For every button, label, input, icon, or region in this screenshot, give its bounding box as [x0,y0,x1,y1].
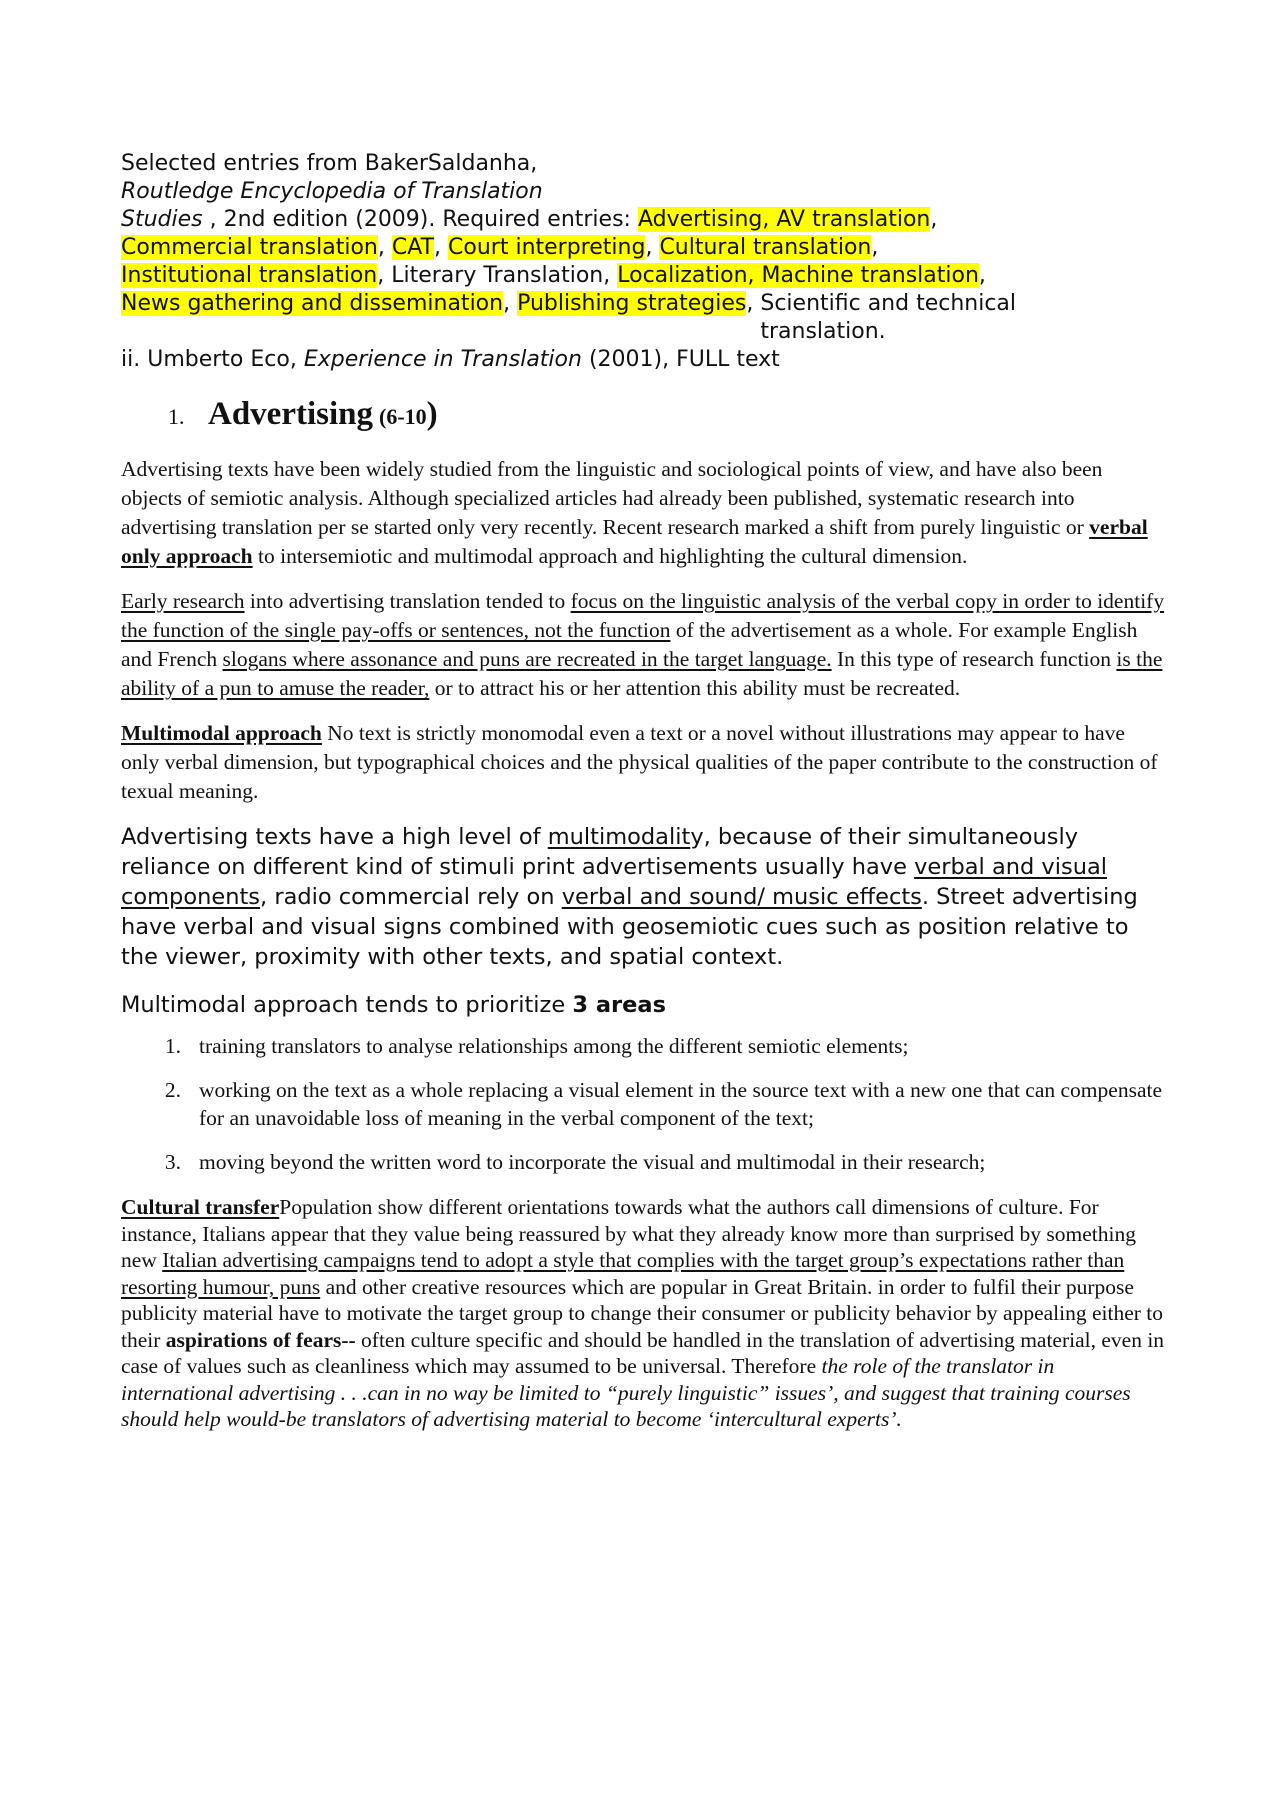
paragraph-multimodality [121,822,1166,972]
paragraph-multimodal [121,719,1166,806]
p2-text-f: In this type of research function [831,647,1117,671]
p2-focus-linguistic: focus on the linguistic analysis of the verbal copy in order to identify the function of the single pay-offs or sentences, not the function [121,589,1165,642]
section-paren: ) [426,396,438,432]
p4-verbal-visual: verbal and visual components [121,854,1108,910]
p2-slogans: slogans where assonance and puns are recreated in the target language. [222,647,832,671]
list-item-number: 2. [164,1078,181,1102]
p2-early-research: Early research [121,589,245,613]
p6-text-f: often culture specific and should be handled in the translation of advertising material, even in case of values such as cleanliness which may assumed to be universal. Therefore [121,1327,1165,1378]
p6-text-b: Population show different orientations towards what the authors call dimensions of culture. For instance, Italians appear that they value being reassured by what they already know more than surprised by something new [121,1195,1136,1272]
book-title-line: Routledge Encyclopedia of Translation [121,179,543,204]
p4-text-c: y, because of their simultaneously reliance on different kind of stimuli print advertisements usually have [121,824,1079,880]
paragraph-overview [121,455,1166,571]
p4-verbal-sound: verbal and sound/ music effects [561,884,922,910]
list-item [121,1076,1166,1132]
p6-italian-campaigns: Italian advertising campaigns tend to adopt a style that complies with the target group’s expectations rather than resorting humour, puns [121,1248,1125,1299]
areas-list [121,1032,1166,1176]
entry-institutional: Institutional translation [121,263,378,288]
eco-prefix: ii. Umberto Eco, [121,347,304,372]
document-page [121,150,1166,1433]
p4-text-a: Advertising texts have a high level of [121,824,548,850]
p2-pun-ability: is the ability of a pun to amuse the reader, [121,647,1163,700]
p1-text-a: Advertising texts have been widely studied from the linguistic and sociological points of view, and have also been objects of semiotic analysis. Although specialized articles had already been published, systematic research into advertising translation per se started only very recently. Recent research marked a shift from purely linguistic or [121,457,1103,539]
p3-text-b: No text is strictly monomodal even a text or a novel without illustrations may appear to have only verbal dimension, but typographical choices and the physical qualities of the paper contribute to the construction of texual meaning. [121,721,1158,803]
intro-line-1: Selected entries from BakerSaldanha, [121,151,538,176]
list-item-text: moving beyond the written word to incorporate the visual and multimodal in their research; [199,1150,986,1174]
p4-text-e: , radio commercial rely on [260,884,562,910]
paragraph-early-research [121,587,1166,703]
p6-text-d: and other creative resources which are popular in Great Britain. in order to fulfil their purpose publicity material have to motivate the target group to change their consumer or publicity behavior by appealing either to their [121,1274,1164,1352]
intro-block [121,150,1166,374]
entry-court: Court interpreting [448,235,646,260]
p3-multimodal-approach: Multimodal approach [121,721,322,745]
p2-text-h: or to attract his or her attention this ability must be recreated. [429,676,961,700]
list-item-number: 1. [164,1034,181,1058]
section-range: (6-10 [379,404,427,429]
p1-verbal-only-approach: verbal only approach [121,515,1148,568]
entries-line-2: Commercial translation, CAT, Court interpreting, Cultural translation, [121,235,879,260]
list-item-text: working on the text as a whole replacing a visual element in the source text with a new one that can compensate for an unavoidable loss of meaning in the verbal component of the text; [199,1078,1162,1130]
section-title: Advertising [208,396,373,432]
edition-line: Studies , 2nd edition (2009). Required entries: Advertising, AV translation, [121,207,938,232]
p5-three-areas: 3 areas [572,992,666,1018]
list-item [121,1032,1166,1060]
book-title-studies: Studies [121,207,203,232]
p6-aspirations: aspirations of fears-- [165,1327,356,1352]
list-item-text: training translators to analyse relationships among the different semiotic elements; [199,1034,909,1058]
eco-suffix: (2001), FULL text [581,347,780,372]
entry-cultural: Cultural translation [659,235,872,260]
p2-text-d: of the advertisement as a whole. For example English and French [121,618,1138,671]
entry-publishing: Publishing strategies [517,291,747,316]
p1-text-c: to intersemiotic and multimodal approach and highlighting the cultural dimension. [252,544,968,568]
p4-text-g: . Street advertising have verbal and visual signs combined with geosemiotic cues such as position relative to the viewer, proximity with other texts, and spatial context. [121,884,1138,970]
entry-cat: CAT [391,235,435,260]
eco-line [121,346,1166,374]
entry-localization-machine: Localization, Machine translation [617,263,979,288]
entry-news: News gathering and dissemination [121,291,504,316]
entry-advertising-av: Advertising, AV translation [637,207,931,232]
entries-line-4: News gathering and dissemination, Publishing strategies, Scientific and technical translation. [121,290,1166,346]
list-item-number: 3. [164,1150,181,1174]
p5-text-a: Multimodal approach tends to prioritize [121,992,573,1018]
edition-text: , 2nd edition (2009). Required entries: [202,207,638,232]
entry-scientific: Scientific and technical translation. [760,291,1017,344]
p6-cultural-transfer: Cultural transfer [121,1195,280,1219]
p6-translator-role: the role of the translator in international advertising . . .can in no way be limited to “purely linguistic” issues’, and suggest that training courses should help would-be translators of advertising material to become ‘intercultural experts’. [121,1354,1131,1431]
entries-line-3: Institutional translation, Literary Translation, Localization, Machine translation, [121,263,986,288]
paragraph-cultural-transfer [121,1194,1166,1433]
entry-literary: Literary Translation [391,263,604,288]
section-heading [168,396,1166,433]
list-item [121,1148,1166,1176]
p2-text-b: into advertising translation tended to [244,589,571,613]
eco-title: Experience in Translation [303,347,582,372]
section-number: 1. [168,404,185,429]
p4-multimodality: multimodalit [547,824,691,850]
entry-commercial: Commercial translation [121,235,378,260]
paragraph-three-areas [121,990,1166,1020]
